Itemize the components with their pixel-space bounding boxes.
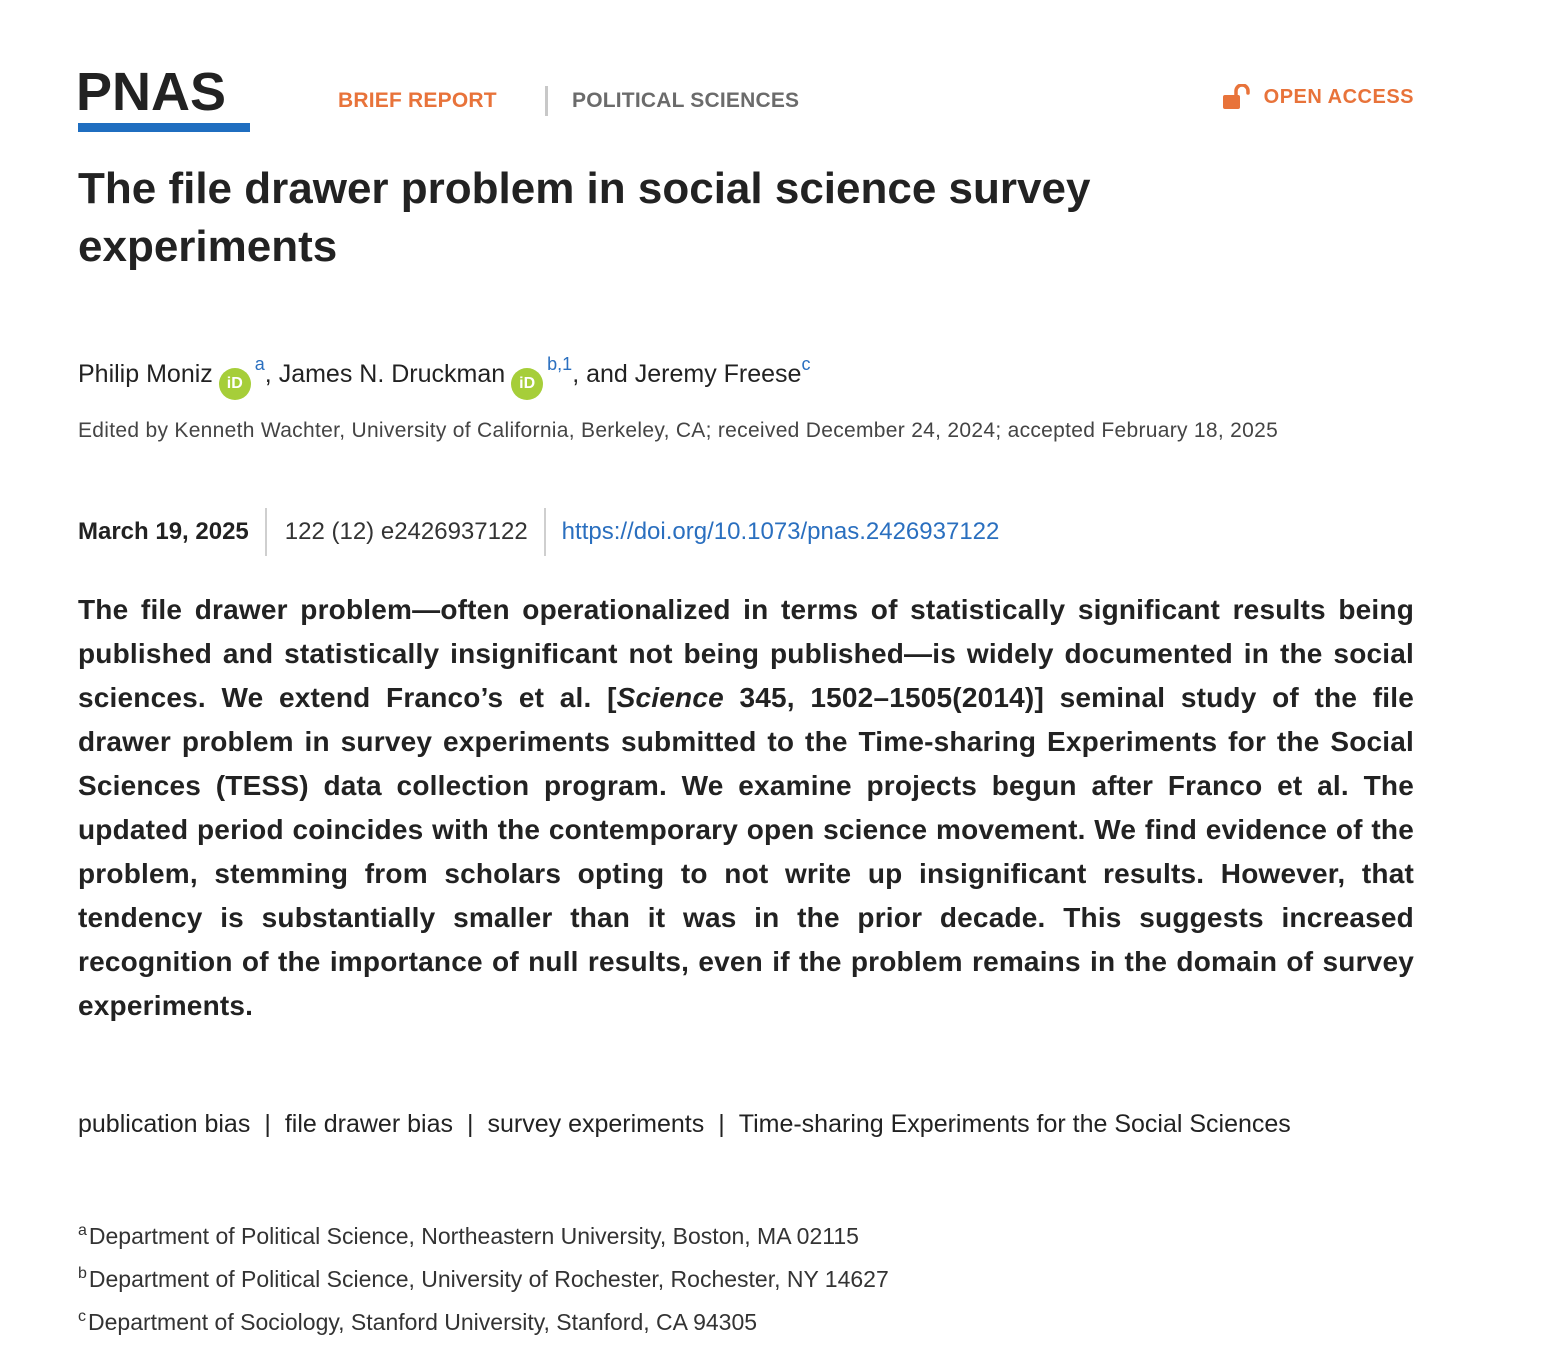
author-affil-sup[interactable]: a — [254, 354, 265, 374]
logo-underline — [78, 123, 250, 132]
author-name[interactable]: Jeremy Freese — [634, 360, 802, 388]
keyword[interactable]: survey experiments — [487, 1110, 705, 1138]
author-name[interactable]: Philip Moniz — [78, 360, 213, 388]
editor-info: Edited by Kenneth Wachter, University of California, Berkeley, CA; received December 24, 2024; accepted February 18, 2025 — [78, 419, 1279, 442]
logo-text: PNAS — [76, 62, 227, 122]
keyword-separator: | — [466, 1110, 474, 1138]
affiliation-text: Department of Sociology, Stanford University, Stanford, CA 94305 — [88, 1309, 758, 1335]
keyword[interactable]: Time-sharing Experiments for the Social Sciences — [738, 1110, 1291, 1138]
author-name[interactable]: James N. Druckman — [278, 360, 506, 388]
abstract-text: The file drawer problem—often operationalized in terms of statistically significant results being published and statistically insignificant not being published—is widely documented in the social sciences. We extend Franco’s et al. [ — [78, 594, 1414, 713]
doi-link[interactable]: https://doi.org/10.1073/pnas.2426937122 — [561, 518, 1000, 545]
keyword[interactable]: file drawer bias — [284, 1110, 453, 1138]
abstract-text: 345, 1502–1505(2014)] seminal study of the file drawer problem in survey experiments submitted to the Time-sharing Experiments for the Social Sciences (TESS) data collection program. We examine projects begun after Franco et al. The updated period coincides with the contemporary open science movement. We find evidence of the problem, stemming from scholars opting to not write up insignificant results. However, that tendency is substantially smaller than it was in the prior decade. This suggests increased recognition of the importance of null results, even if the problem remains in the domain of survey experiments. — [78, 682, 1414, 1021]
affiliation-sup: c — [78, 1308, 86, 1325]
affiliation-sup: a — [78, 1222, 87, 1239]
author-affil-sup[interactable]: b,1 — [547, 354, 573, 374]
volume-issue: 122 (12) e2426937122 — [284, 518, 528, 545]
author-affil-sup[interactable]: c — [801, 354, 811, 374]
affiliation — [78, 1255, 889, 1298]
article-type-label[interactable]: BRIEF REPORT — [338, 89, 497, 112]
keyword-separator: | — [264, 1110, 271, 1138]
affiliation-text: Department of Political Science, University of Rochester, Rochester, NY 14627 — [88, 1266, 889, 1292]
affiliation — [78, 1212, 889, 1255]
open-access-label: OPEN ACCESS — [1263, 85, 1414, 108]
keyword-list — [78, 1104, 1378, 1144]
author-list — [78, 345, 810, 400]
journal-header — [76, 62, 1414, 138]
affiliation-sup: b — [78, 1265, 87, 1282]
affiliation-list — [78, 1212, 889, 1341]
publication-meta — [78, 508, 999, 556]
article-title: The file drawer problem in social science survey experiments — [78, 164, 1091, 271]
affiliation — [78, 1298, 889, 1341]
abstract — [78, 588, 1414, 1028]
keyword-separator: | — [718, 1110, 725, 1138]
open-access-badge — [1222, 84, 1414, 110]
header-divider — [545, 86, 548, 116]
affiliation-text: Department of Political Science, Northeastern University, Boston, MA 02115 — [88, 1223, 859, 1249]
orcid-icon[interactable]: iD — [511, 368, 543, 400]
pnas-logo[interactable] — [76, 62, 250, 132]
publication-date: March 19, 2025 — [78, 518, 249, 545]
keyword[interactable]: publication bias — [78, 1110, 251, 1138]
subject-label[interactable]: POLITICAL SCIENCES — [572, 89, 800, 112]
author-separator: , — [264, 360, 279, 388]
open-lock-icon — [1222, 84, 1256, 110]
orcid-icon[interactable]: iD — [219, 368, 251, 400]
author-separator: , and — [572, 360, 635, 388]
journal-citation-italic: Science — [616, 682, 724, 713]
